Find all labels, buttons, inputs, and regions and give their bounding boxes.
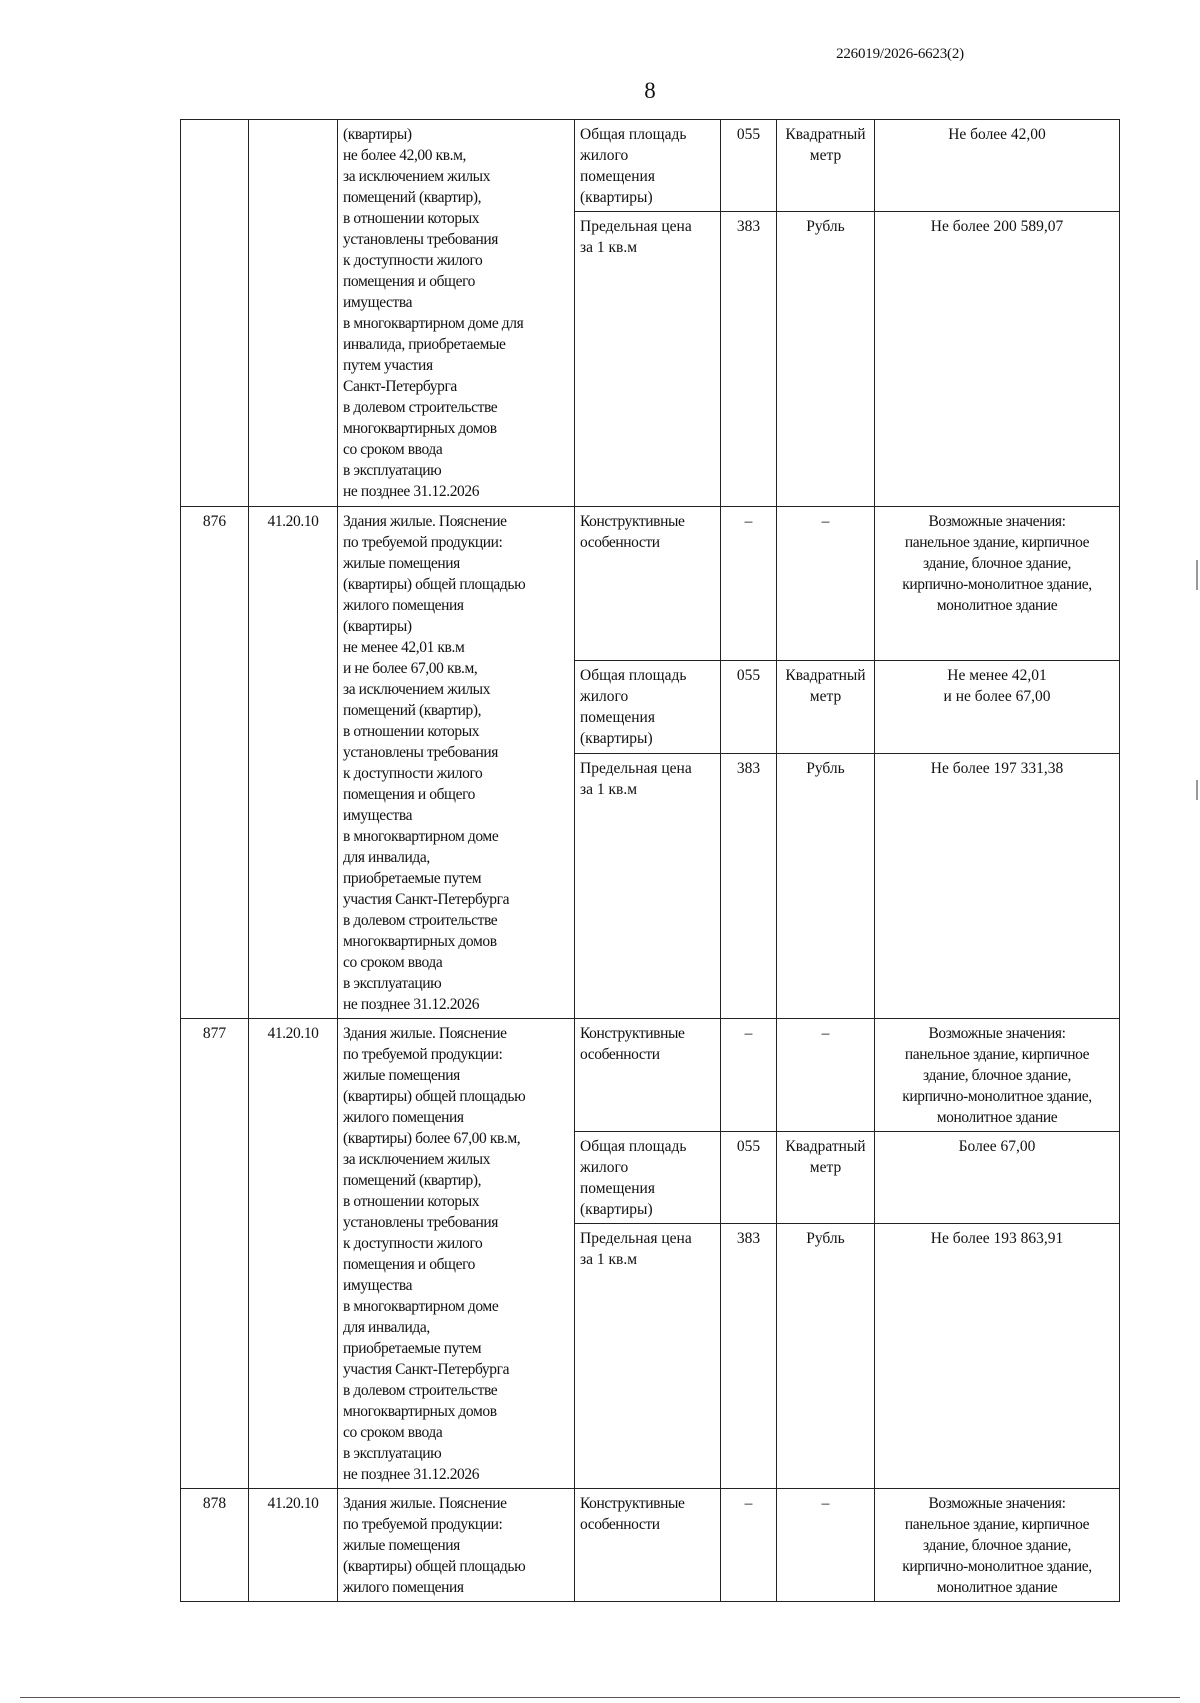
unit-name: – — [777, 1489, 875, 1602]
item-description: (квартиры) не более 42,00 кв.м, за исключением жилых помещений (квартир), в отношении которых установлены требования к доступности жилого помещения и общего имущества в многоквартирном доме для инвалида, приобретаемые путем участия Санкт-Петербурга в долевом строительстве многоквартирных домов со сроком ввода в эксплуатацию не позднее 31.12.2026 — [338, 120, 575, 507]
item-number: 878 — [181, 1489, 249, 1602]
table-row — [181, 1019, 1120, 1132]
characteristic-name: Общая площадь жилого помещения (квартиры) — [575, 1132, 721, 1224]
table-row — [181, 507, 1120, 661]
characteristic-value: Не более 200 589,07 — [875, 212, 1120, 507]
characteristic-name: Предельная цена за 1 кв.м — [575, 753, 721, 1018]
unit-name: Квадратный метр — [777, 661, 875, 754]
characteristic-name: Конструктивные особенности — [575, 507, 721, 661]
characteristic-value: Не менее 42,01 и не более 67,00 — [875, 661, 1120, 754]
table-row — [181, 120, 1120, 212]
characteristic-value: Возможные значения: панельное здание, кирпичное здание, блочное здание, кирпично-монолитное здание, монолитное здание — [875, 1489, 1120, 1602]
okei-code: – — [721, 1489, 777, 1602]
unit-name: Рубль — [777, 753, 875, 1018]
unit-name: Рубль — [777, 1224, 875, 1489]
okei-code: 383 — [721, 1224, 777, 1489]
item-number-cell — [181, 120, 249, 507]
characteristic-name: Конструктивные особенности — [575, 1019, 721, 1132]
item-description: Здания жилые. Пояснение по требуемой продукции: жилые помещения (квартиры) общей площадью жилого помещения (квартиры) более 67,00 кв.м, за исключением жилых помещений (квартир), в отношении которых установлены требования к доступности жилого помещения и общего имущества в многоквартирном доме для инвалида, приобретаемые путем участия Санкт-Петербурга в долевом строительстве многоквартирных домов со сроком ввода в эксплуатацию не позднее 31.12.2026 — [338, 1019, 575, 1489]
characteristic-name: Общая площадь жилого помещения (квартиры) — [575, 120, 721, 212]
okei-code: 055 — [721, 661, 777, 754]
characteristic-value: Не более 42,00 — [875, 120, 1120, 212]
okei-code: – — [721, 507, 777, 661]
characteristic-name: Конструктивные особенности — [575, 1489, 721, 1602]
item-description: Здания жилые. Пояснение по требуемой продукции: жилые помещения (квартиры) общей площадью жилого помещения — [338, 1489, 575, 1602]
characteristic-value: Возможные значения: панельное здание, кирпичное здание, блочное здание, кирпично-монолитное здание, монолитное здание — [875, 507, 1120, 661]
unit-name: Квадратный метр — [777, 1132, 875, 1224]
unit-name: – — [777, 507, 875, 661]
characteristic-name: Общая площадь жилого помещения (квартиры) — [575, 661, 721, 754]
okei-code: 383 — [721, 212, 777, 507]
characteristic-value: Более 67,00 — [875, 1132, 1120, 1224]
okei-code: 055 — [721, 1132, 777, 1224]
okpd-code: 41.20.10 — [249, 1489, 338, 1602]
scan-edge-mark — [1196, 560, 1198, 590]
okpd-code-cell — [249, 120, 338, 507]
characteristic-value: Не более 193 863,91 — [875, 1224, 1120, 1489]
item-number: 876 — [181, 507, 249, 1019]
document-registration-number: 226019/2026-6623(2) — [836, 46, 964, 62]
unit-name: Квадратный метр — [777, 120, 875, 212]
okei-code: – — [721, 1019, 777, 1132]
page-number: 8 — [644, 78, 656, 103]
characteristic-value: Не более 197 331,38 — [875, 753, 1120, 1018]
table-row — [181, 1489, 1120, 1602]
item-number: 877 — [181, 1019, 249, 1489]
scan-edge-mark — [1196, 780, 1198, 800]
okei-code: 383 — [721, 753, 777, 1018]
characteristic-name: Предельная цена за 1 кв.м — [575, 1224, 721, 1489]
characteristic-name: Предельная цена за 1 кв.м — [575, 212, 721, 507]
unit-name: Рубль — [777, 212, 875, 507]
procurement-characteristics-table — [180, 119, 1120, 1602]
item-description: Здания жилые. Пояснение по требуемой продукции: жилые помещения (квартиры) общей площадью жилого помещения (квартиры) не менее 42,01 кв.м и не более 67,00 кв.м, за исключением жилых помещений (квартир), в отношении которых установлены требования к доступности жилого помещения и общего имущества в многоквартирном доме для инвалида, приобретаемые путем участия Санкт-Петербурга в долевом строительстве многоквартирных домов со сроком ввода в эксплуатацию не позднее 31.12.2026 — [338, 507, 575, 1019]
unit-name: – — [777, 1019, 875, 1132]
okpd-code: 41.20.10 — [249, 507, 338, 1019]
okpd-code: 41.20.10 — [249, 1019, 338, 1489]
characteristic-value: Возможные значения: панельное здание, кирпичное здание, блочное здание, кирпично-монолитное здание, монолитное здание — [875, 1019, 1120, 1132]
okei-code: 055 — [721, 120, 777, 212]
page-bottom-scan-line — [20, 1697, 1180, 1698]
